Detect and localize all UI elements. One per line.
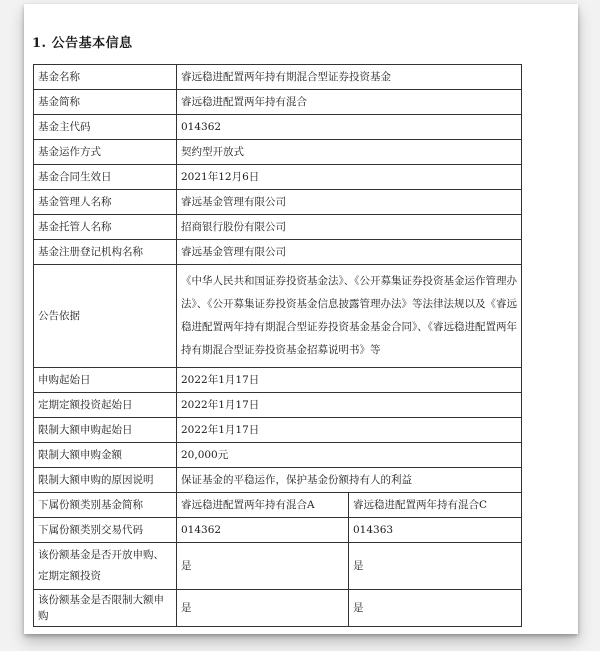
row-value: 睿远稳进配置两年持有混合 [177,90,522,115]
row-label: 基金运作方式 [34,140,177,165]
row-value: 招商银行股份有限公司 [177,215,522,240]
table-row [34,418,522,443]
row-label: 下属份额类别交易代码 [34,518,177,543]
class-a-value: 是 [177,590,349,627]
row-value: 保证基金的平稳运作，保护基金份额持有人的利益 [177,468,522,493]
share-class-row [34,590,522,627]
row-label: 基金名称 [34,65,177,90]
row-value: 20,000元 [177,443,522,468]
table-row [34,140,522,165]
row-label: 基金托管人名称 [34,215,177,240]
table-row [34,65,522,90]
table-row [34,115,522,140]
class-c-value: 是 [349,590,522,627]
row-label: 限制大额申购的原因说明 [34,468,177,493]
row-value: 014362 [177,115,522,140]
row-label: 下属份额类别基金简称 [34,493,177,518]
row-value: 2022年1月17日 [177,418,522,443]
row-label: 定期定额投资起始日 [34,393,177,418]
class-c-value: 是 [349,543,522,590]
row-value: 睿远基金管理有限公司 [177,240,522,265]
row-value: 契约型开放式 [177,140,522,165]
table-row [34,265,522,368]
row-label: 基金注册登记机构名称 [34,240,177,265]
class-c-value: 014363 [349,518,522,543]
row-label: 限制大额申购起始日 [34,418,177,443]
table-row [34,443,522,468]
row-label: 限制大额申购金额 [34,443,177,468]
class-c-value: 睿远稳进配置两年持有混合C [349,493,522,518]
table-row [34,215,522,240]
row-label: 该份额基金是否限制大额申购 [34,590,177,627]
table-row [34,90,522,115]
class-a-value: 是 [177,543,349,590]
section-title: 1. 公告基本信息 [32,36,133,51]
row-value: 2022年1月17日 [177,393,522,418]
share-class-row [34,543,522,590]
row-value: 睿远基金管理有限公司 [177,190,522,215]
class-a-value: 014362 [177,518,349,543]
row-value: 《中华人民共和国证券投资基金法》、《公开募集证券投资基金运作管理办法》、《公开募集证券投资基金信息披露管理办法》等法律法规以及《睿远稳进配置两年持有期混合型证券投资基金基金合同》、《睿远稳进配置两年持有期混合型证券投资基金招募说明书》等 [177,265,522,368]
row-label: 基金主代码 [34,115,177,140]
row-label: 基金合同生效日 [34,165,177,190]
class-a-value: 睿远稳进配置两年持有混合A [177,493,349,518]
share-class-row [34,493,522,518]
table-row [34,368,522,393]
row-label: 申购起始日 [34,368,177,393]
row-value: 睿远稳进配置两年持有期混合型证券投资基金 [177,65,522,90]
fund-info-table [33,64,522,627]
row-label: 该份额基金是否开放申购、定期定额投资 [34,543,177,590]
table-row [34,165,522,190]
share-class-row [34,518,522,543]
table-row [34,393,522,418]
row-label: 基金简称 [34,90,177,115]
row-label: 公告依据 [34,265,177,368]
row-label: 基金管理人名称 [34,190,177,215]
row-value: 2022年1月17日 [177,368,522,393]
table-row [34,190,522,215]
row-value: 2021年12月6日 [177,165,522,190]
table-row [34,240,522,265]
table-row [34,468,522,493]
